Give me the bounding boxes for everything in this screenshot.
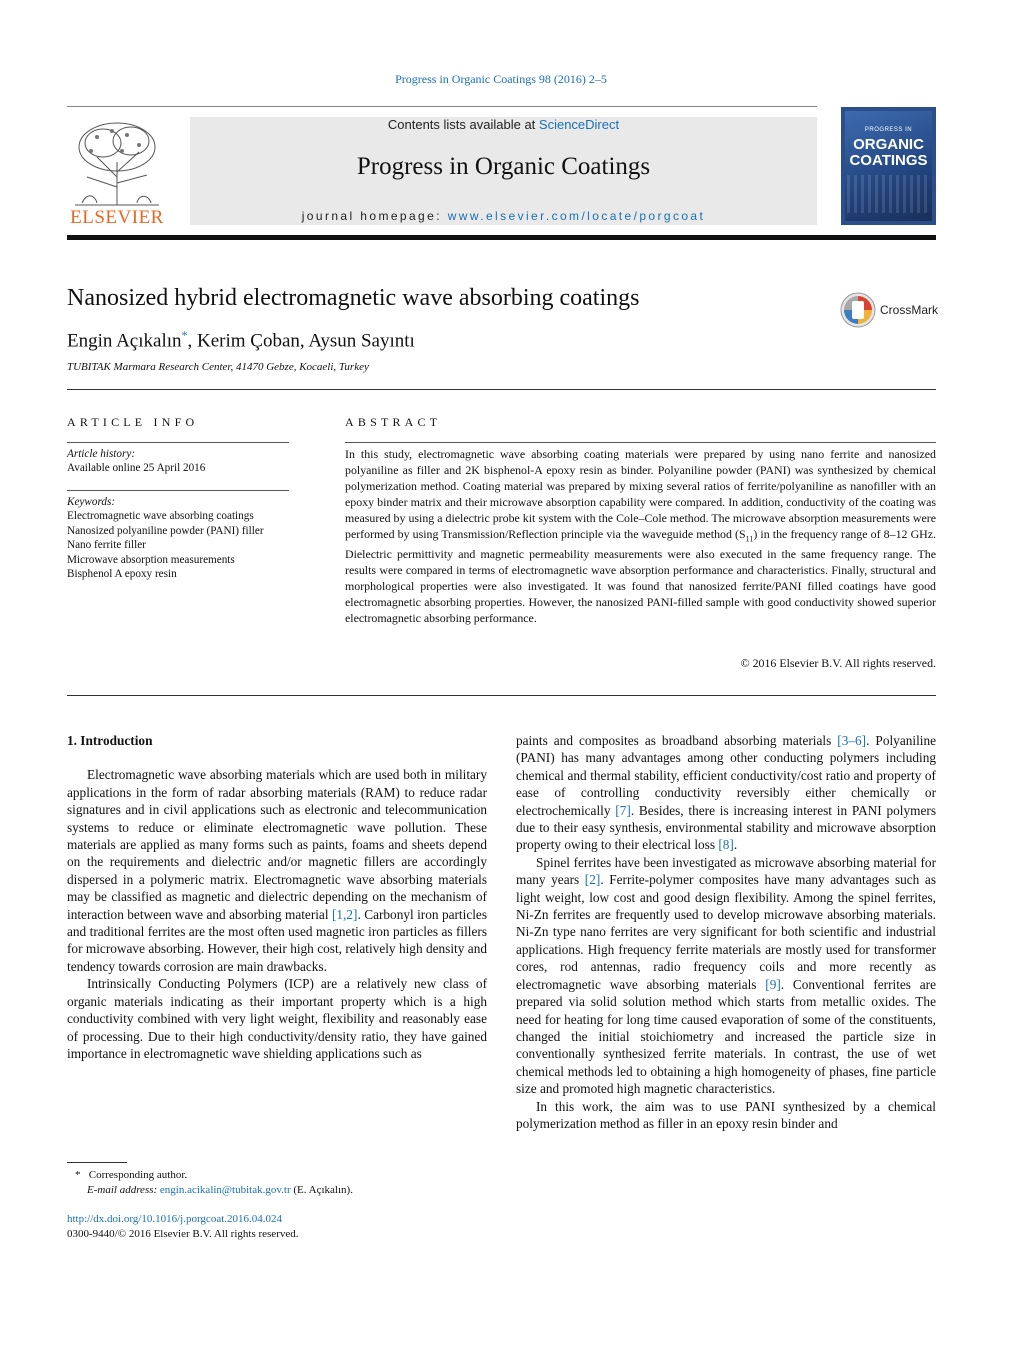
body-paragraph: In this work, the aim was to use PANI synthesized by a chemical polymerization method as filler in an epoxy resin binder and <box>516 1098 936 1131</box>
elsevier-wordmark: ELSEVIER <box>70 207 164 228</box>
citation-link[interactable]: [3–6] <box>837 733 867 748</box>
footnote-mark: * <box>75 1169 81 1181</box>
body-text: paints and composites as broadband absorbing materials <box>516 733 838 748</box>
elsevier-logo[interactable] <box>67 117 167 227</box>
journal-cover[interactable] <box>841 107 936 225</box>
body-paragraph <box>516 732 936 854</box>
section-heading: 1. Introduction <box>67 733 153 748</box>
history-value: Available online 25 April 2016 <box>67 462 206 475</box>
cover-title-line1: ORGANIC <box>853 136 924 153</box>
keyword: Nanosized polyaniline powder (PANI) filler <box>67 524 264 537</box>
abstract-text <box>345 447 936 627</box>
body-paragraph <box>67 766 487 975</box>
article-info-rule <box>67 442 289 443</box>
crossmark-icon <box>840 292 876 328</box>
body-text: . Polyaniline (PANI) has many advantages among other conducting polymers including chemical and thermal stability, efficient conductivity/cost ratio and property of ease of controlling conductivity reversibly either chemically or electrochemically <box>516 733 937 818</box>
article-history <box>67 447 289 476</box>
body-text: . Carbonyl iron particles and traditional ferrites are the most often used magnetic iron particles as fillers for microwave absorbing. However, their high cost, relatively high density and tendency towards corrosion are main drawbacks. <box>67 906 487 974</box>
body-paragraph <box>516 854 936 1098</box>
body-text: Electromagnetic wave absorbing materials which are used both in military applications in the form of radar absorbing materials (RAM) to reduce radar signatures and in civil applications such as electronic and telecommunication systems to reduce or eliminate electromagnetic wave pollution. These materials are applied as many forms such as paints, foams and sheets depend on the requirements and dielectric and/or magnetic fillers are accordingly dispersed in a polymeric matrix. Electromagnetic wave absorbing materials may be classified as magnetic and dielectric depending on the mechanism of interaction between wave and absorbing material <box>67 767 487 922</box>
keyword: Electromagnetic wave absorbing coatings <box>67 510 254 523</box>
title-rule <box>67 389 936 390</box>
citation-link[interactable]: [8] <box>718 837 734 853</box>
header-rule <box>67 106 817 107</box>
body-text: . Besides, there is increasing interest in PANI polymers due to their easy synthesis, environmental stability and microwave absorption property owing to their electrical loss <box>516 802 937 853</box>
homepage-link[interactable]: www.elsevier.com/locate/porgcoat <box>447 209 706 223</box>
abstract-part2: ) in the frequency range of 8–12 GHz. Dielectric permittivity and magnetic permeability measurements were also executed in the same frequency range. The results were compared in terms of electromagnetic wave absorption performance and characteristics. Finally, structural and morphological properties were also investigated. It was found that nanosized ferrite/PANI filled coatings have good electromagnetic absorbing properties. However, the nanosized PANI-filled sample with good conductivity showed superior electromagnetic absorbing performance. <box>345 526 937 625</box>
footnote <box>67 1168 353 1198</box>
corresponding-author-mark[interactable]: * <box>181 328 188 342</box>
abstract-subscript: 11 <box>745 534 754 544</box>
doi-block <box>67 1212 299 1242</box>
keywords-block <box>67 495 289 581</box>
body-text: . Conventional ferrites are prepared via solid solution method which starts from metallic oxides. The need for heating for long time caused evaporation of some of the constituents, changed the initial stoichiometry and increased the particle size in conventionally synthesized ferrite materials. In contrast, the use of wet chemical methods led to obtaining a high homogeneity of phases, fine particle size and promoted high magnetic characteristics. <box>516 976 937 1097</box>
footnote-rule <box>67 1162 127 1163</box>
author-name: Engin Açıkalın <box>67 330 182 352</box>
contents-prefix: Contents lists available at <box>387 117 539 132</box>
citation-link[interactable]: [9] <box>765 976 781 992</box>
email-suffix: (E. Açıkalın). <box>290 1184 353 1196</box>
journal-homepage <box>190 209 817 223</box>
email-label: E-mail address: <box>87 1184 160 1196</box>
author-names-rest: , Kerim Çoban, Aysun Sayıntı <box>187 330 415 352</box>
author-list <box>67 328 415 352</box>
history-label: Article history: <box>67 448 136 460</box>
crossmark-badge[interactable] <box>840 290 940 330</box>
keyword: Bisphenol A epoxy resin <box>67 568 177 581</box>
corresponding-note <box>67 1168 353 1183</box>
homepage-prefix: journal homepage: <box>301 209 448 223</box>
doi-link[interactable]: http://dx.doi.org/10.1016/j.porgcoat.2016.04.024 <box>67 1213 283 1225</box>
body-text: Spinel ferrites have been investigated as microwave absorbing material for many years <box>516 854 936 888</box>
cover-pattern <box>847 175 930 213</box>
citation-link[interactable]: [2] <box>584 872 601 888</box>
issn-line: 0300-9440/© 2016 Elsevier B.V. All rights reserved. <box>67 1228 299 1240</box>
journal-title: Progress in Organic Coatings <box>356 153 651 180</box>
keywords-rule <box>67 490 289 491</box>
article-title: Nanosized hybrid electromagnetic wave absorbing coatings <box>67 285 640 311</box>
affiliation: TUBITAK Marmara Research Center, 41470 Gebze, Kocaeli, Turkey <box>67 361 369 373</box>
body-paragraph: Intrinsically Conducting Polymers (ICP) are a relatively new class of organic materials indicating as their important property which is a high conductivity combined with very light weight, flexibility and reasonably ease of processing. Due to their high conductivity/density ratio, they have gained importance in electromagnetic wave shielding applications such as <box>67 976 487 1061</box>
cover-small-text: PROGRESS IN <box>864 127 913 133</box>
crossmark-label: CrossMark <box>880 303 939 317</box>
keyword: Microwave absorption measurements <box>67 553 235 566</box>
body-left-column <box>67 732 487 1062</box>
article-info-heading: ARTICLE INFO <box>67 415 199 429</box>
masthead-rule <box>67 235 936 240</box>
citation-link[interactable]: [1,2] <box>331 906 358 922</box>
abstract-rule <box>345 442 936 443</box>
journal-masthead <box>190 117 817 225</box>
abstract-part1: In this study, electromagnetic wave absorbing coating materials were prepared by using nano ferrite and nanosized polyaniline as filler and 2K bisphenol-A epoxy resin as binder. Polyaniline powder (PANI) was synthesized by chemical polymerization method. Coating material was prepared by mixing several ratios of ferrite/polyaniline as nanofiller with an epoxy binder matrix and their microwave absorption capability were compared. In addition, conductivity of the coating was measured by using a dielectric probe kit system with the Cole–Cole method. The microwave absorption measurements were performed by using Transmission/Reflection principle via the waveguide method (S <box>345 447 936 541</box>
body-text: . <box>733 837 738 853</box>
email-line <box>67 1183 353 1198</box>
email-link[interactable]: engin.acikalin@tubitak.gov.tr <box>159 1184 291 1196</box>
journal-reference[interactable]: Progress in Organic Coatings 98 (2016) 2–5 <box>395 72 607 86</box>
cover-title-line2: COATINGS <box>849 152 928 169</box>
cover-title <box>841 137 936 169</box>
body-right-column <box>516 732 936 1132</box>
abstract-bottom-rule <box>67 695 936 696</box>
keywords-label: Keywords: <box>67 496 116 508</box>
corresponding-label: Corresponding author. <box>88 1169 188 1181</box>
keyword: Nano ferrite filler <box>67 539 146 552</box>
citation-link[interactable]: [7] <box>615 802 631 818</box>
abstract-heading: ABSTRACT <box>345 415 442 429</box>
abstract-copyright: © 2016 Elsevier B.V. All rights reserved. <box>740 656 936 670</box>
sciencedirect-link[interactable]: ScienceDirect <box>538 117 620 132</box>
contents-line <box>190 117 817 132</box>
elsevier-tree-icon <box>67 117 167 209</box>
body-text: . Ferrite-polymer composites have many advantages such as light weight, low cost and good design flexibility. Among the spinel ferrites, Ni-Zn ferrites are frequently used to develop microwave absorbing materials. Ni-Zn type nano ferrites are very significant for both scientific and industrial applications. High frequency ferrite materials are mostly used for transformer cores, rod antennas, radio frequency coils and more recently as electromagnetic wave absorbing materials <box>516 872 936 992</box>
